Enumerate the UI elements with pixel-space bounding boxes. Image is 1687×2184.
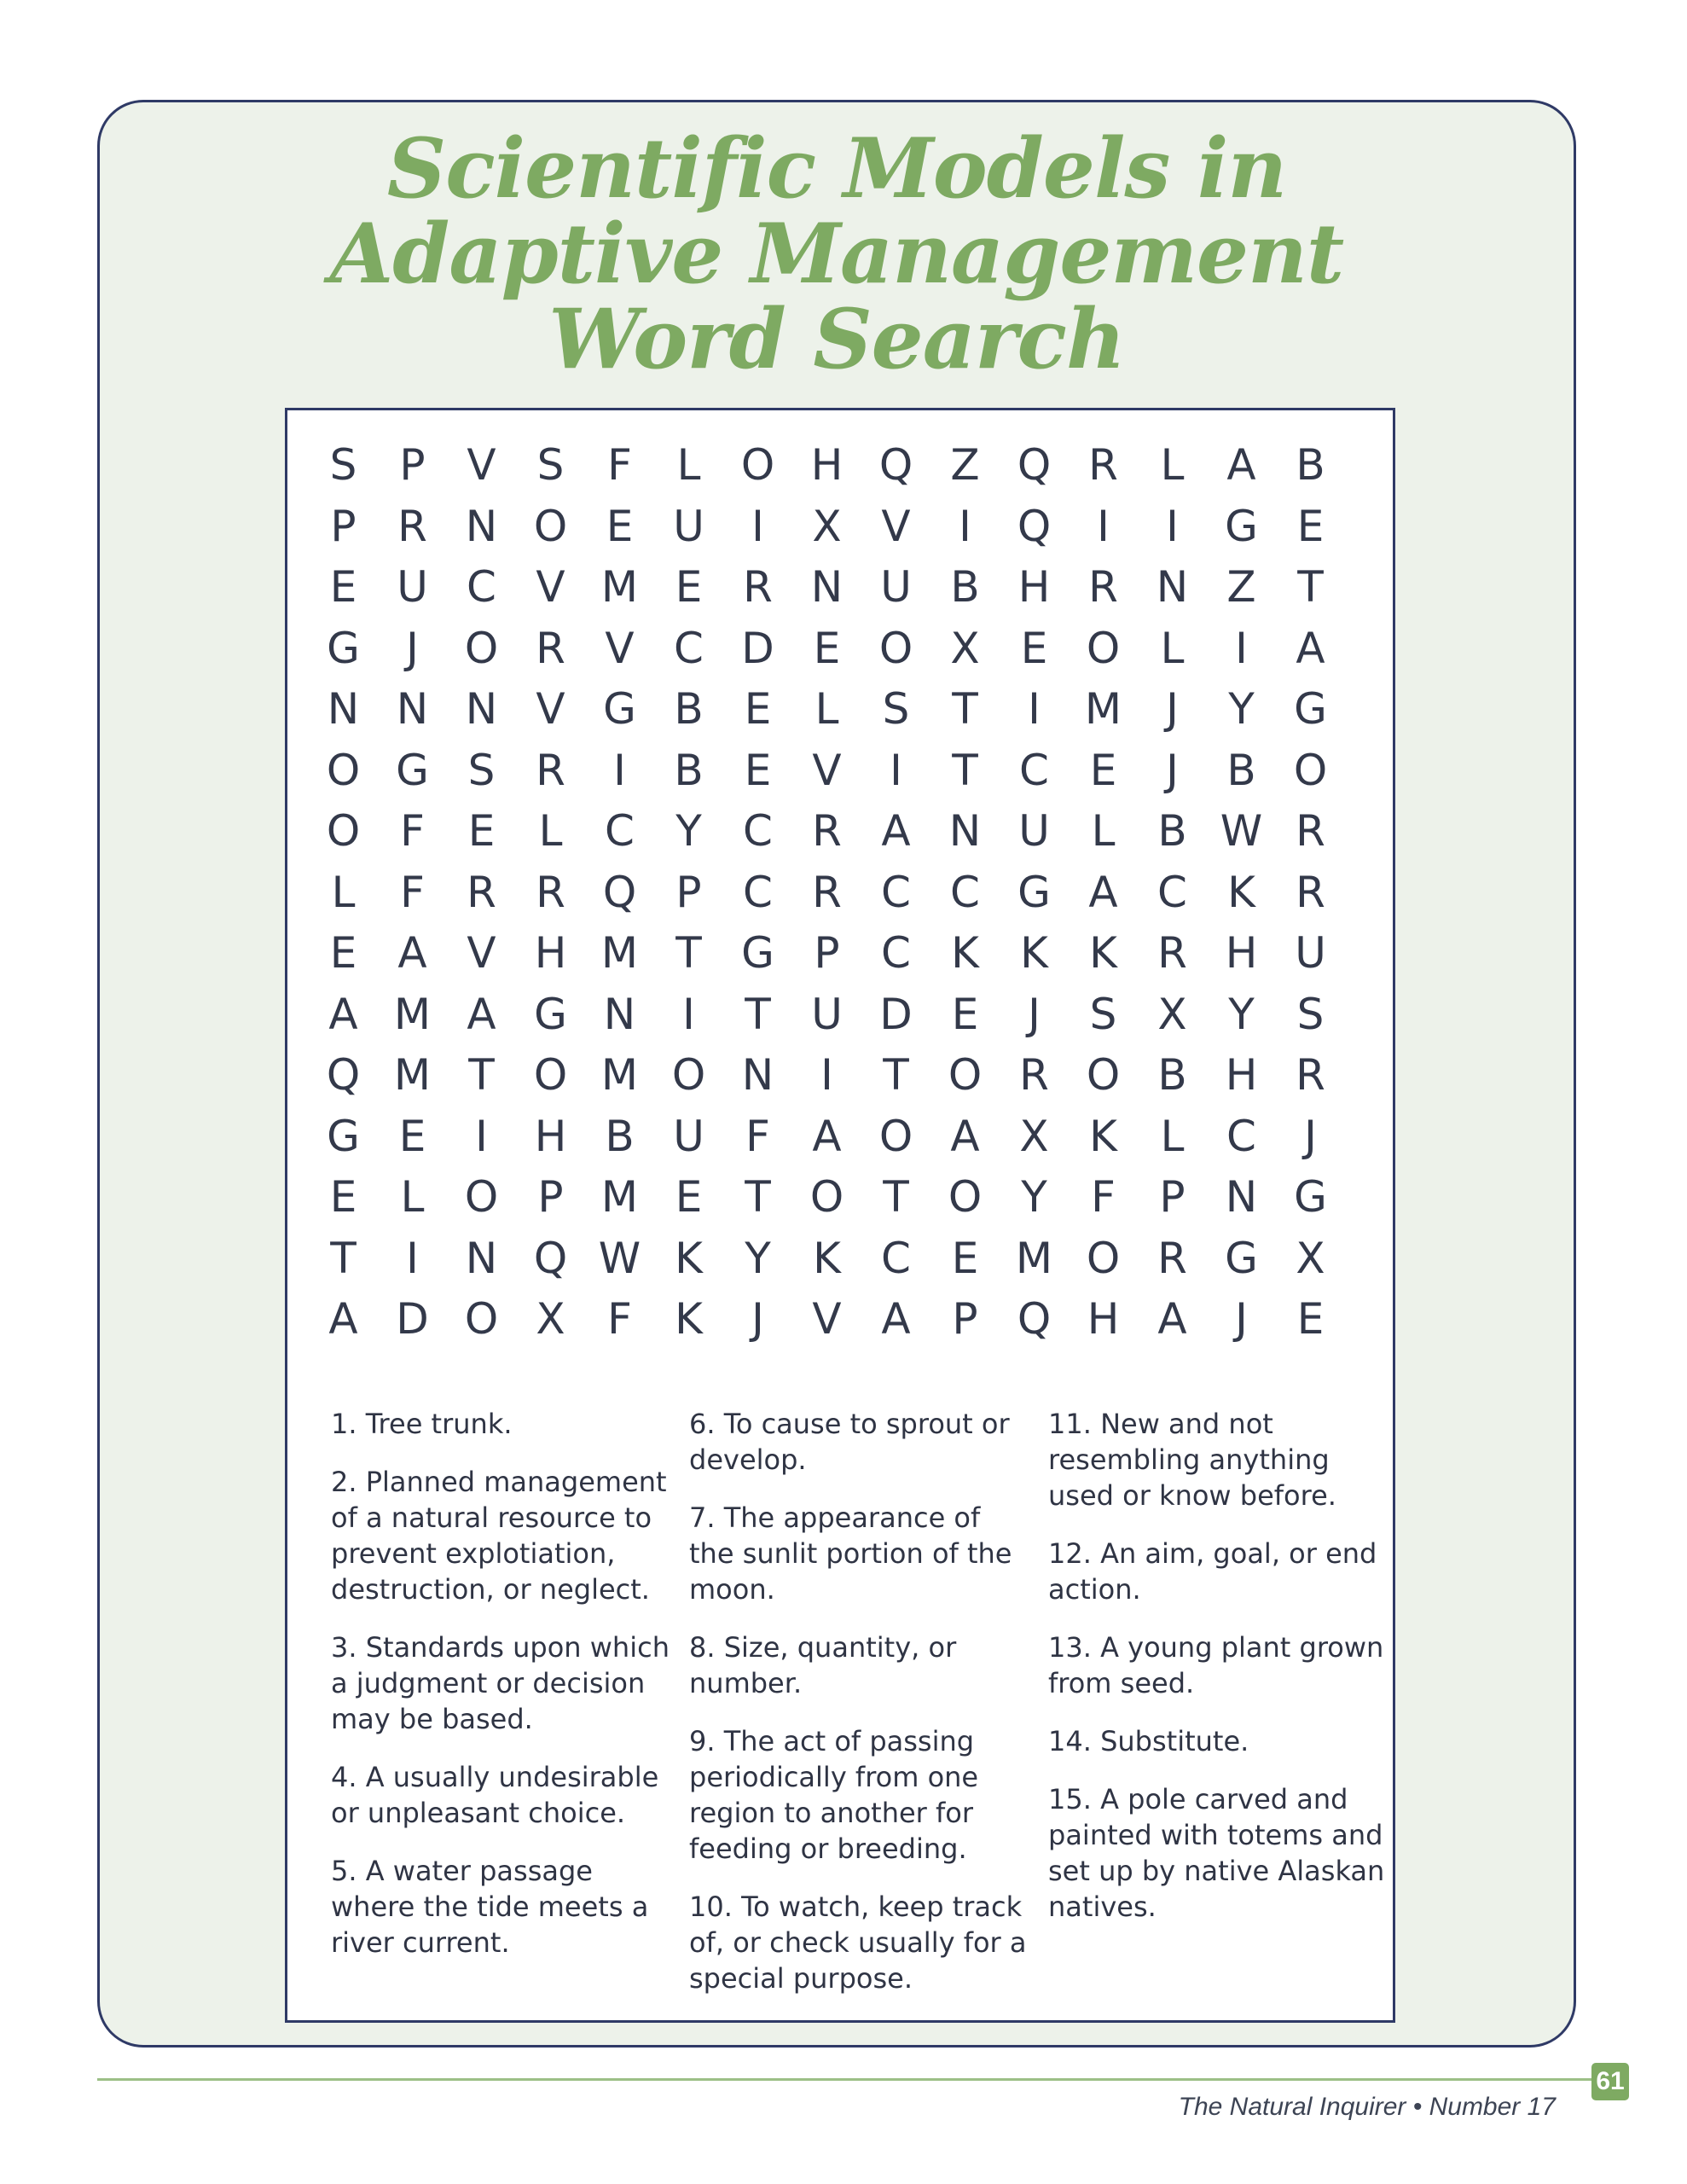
grid-letter: K xyxy=(1227,867,1255,917)
grid-letter: N xyxy=(603,989,636,1039)
grid-letter: C xyxy=(743,806,773,856)
grid-letter: R xyxy=(1296,867,1325,917)
grid-letter: C xyxy=(743,867,773,917)
grid-letter: Z xyxy=(950,440,980,490)
grid-letter: G xyxy=(534,989,567,1039)
grid-letter: M xyxy=(600,562,639,612)
grid-letter: Y xyxy=(1228,684,1255,734)
grid-letter: R xyxy=(812,867,842,917)
grid-letter: Q xyxy=(533,1233,568,1283)
grid-letter: A xyxy=(1088,867,1118,917)
grid-letter: S xyxy=(467,745,496,795)
clue-13: 13. A young plant grown from seed. xyxy=(1048,1631,1384,1699)
grid-letter: M xyxy=(1015,1233,1053,1283)
grid-letter: U xyxy=(880,562,912,612)
grid-letter: M xyxy=(1084,684,1122,734)
footer-publication: The Natural Inquirer • Number 17 xyxy=(1178,2093,1556,2121)
grid-letter: C xyxy=(950,867,980,917)
grid-letter: N xyxy=(1156,562,1189,612)
grid-letter: K xyxy=(675,1233,703,1283)
grid-letter: G xyxy=(603,684,636,734)
grid-letter: B xyxy=(1226,745,1256,795)
page-number-badge: 61 xyxy=(1591,2063,1629,2100)
grid-letter: G xyxy=(327,623,360,673)
grid-letter: A xyxy=(881,806,911,856)
grid-letter: E xyxy=(398,1111,426,1161)
grid-letter: E xyxy=(1296,501,1325,551)
grid-letter: N xyxy=(465,1233,498,1283)
grid-letter: E xyxy=(1020,623,1048,673)
grid-letter: M xyxy=(600,928,639,978)
grid-letter: V xyxy=(467,440,496,490)
grid-letter: G xyxy=(1294,684,1327,734)
grid-letter: P xyxy=(675,867,702,917)
grid-letter: T xyxy=(1297,562,1324,612)
grid-letter: Y xyxy=(675,806,702,856)
clue-column-1 xyxy=(331,1406,672,1983)
grid-letter: K xyxy=(813,1233,841,1283)
grid-letter: E xyxy=(329,562,357,612)
grid-letter: O xyxy=(878,1111,913,1161)
grid-letter: S xyxy=(1296,989,1325,1039)
grid-letter: R xyxy=(743,562,773,612)
grid-letter: T xyxy=(675,928,702,978)
grid-letter: V xyxy=(536,684,565,734)
grid-letter: S xyxy=(329,440,357,490)
grid-letter: O xyxy=(326,745,361,795)
grid-letter: K xyxy=(1089,1111,1117,1161)
grid-letter: N xyxy=(465,501,498,551)
clue-14: 14. Substitute. xyxy=(1048,1725,1249,1757)
clue-1: 1. Tree trunk. xyxy=(331,1408,513,1440)
grid-letter: B xyxy=(950,562,980,612)
grid-letter: S xyxy=(882,684,910,734)
grid-letter: C xyxy=(605,806,635,856)
clue-7: 7. The appearance of the sunlit portion of the moon. xyxy=(689,1502,1012,1606)
grid-letter: N xyxy=(327,684,360,734)
clue-10: 10. To watch, keep track of, or check usually for a special purpose. xyxy=(689,1891,1027,1995)
grid-letter: A xyxy=(328,989,358,1039)
grid-letter: R xyxy=(812,806,842,856)
grid-letter: G xyxy=(1225,501,1258,551)
grid-letter: T xyxy=(952,745,978,795)
grid-letter: H xyxy=(534,928,567,978)
grid-letter: Y xyxy=(745,1233,771,1283)
grid-letter: M xyxy=(393,989,432,1039)
grid-letter: E xyxy=(675,1172,703,1222)
grid-letter: K xyxy=(1020,928,1048,978)
grid-letter: B xyxy=(605,1111,635,1161)
clue-15: 15. A pole carved and painted with totems and set up by native Alaskan natives. xyxy=(1048,1783,1385,1923)
grid-letter: Q xyxy=(1017,440,1052,490)
grid-letter: O xyxy=(1086,1050,1121,1100)
clue-6: 6. To cause to sprout or develop. xyxy=(689,1408,1010,1476)
grid-letter: Q xyxy=(1017,1294,1052,1344)
grid-letter: H xyxy=(1017,562,1051,612)
grid-letter: P xyxy=(814,928,840,978)
grid-letter: B xyxy=(674,684,704,734)
clue-2: 2. Planned management of a natural resource to prevent explotiation, destruction, or neglect. xyxy=(331,1466,667,1606)
grid-letter: I xyxy=(890,745,902,795)
clue-column-3 xyxy=(1048,1406,1389,1947)
grid-letter: O xyxy=(948,1050,983,1100)
clue-5: 5. A water passage where the tide meets a river current. xyxy=(331,1855,649,1959)
grid-letter: Q xyxy=(1017,501,1052,551)
grid-letter: J xyxy=(1304,1111,1317,1161)
grid-letter: I xyxy=(1166,501,1179,551)
grid-letter: E xyxy=(951,1233,979,1283)
grid-letter: N xyxy=(741,1050,774,1100)
grid-letter: A xyxy=(397,928,427,978)
grid-letter: E xyxy=(813,623,841,673)
grid-letter: P xyxy=(952,1294,978,1344)
grid-letter: I xyxy=(1097,501,1110,551)
grid-letter: G xyxy=(1225,1233,1258,1283)
grid-letter: U xyxy=(1295,928,1326,978)
grid-letter: X xyxy=(950,623,980,673)
clue-4: 4. A usually undesirable or unpleasant choice. xyxy=(331,1761,659,1829)
grid-letter: T xyxy=(952,684,978,734)
grid-letter: M xyxy=(600,1050,639,1100)
grid-letter: B xyxy=(1157,1050,1187,1100)
grid-letter: O xyxy=(948,1172,983,1222)
grid-letter: L xyxy=(815,684,839,734)
grid-letter: C xyxy=(1019,745,1049,795)
grid-letter: E xyxy=(329,1172,357,1222)
grid-letter: E xyxy=(606,501,634,551)
grid-letter: E xyxy=(467,806,496,856)
grid-letter: I xyxy=(959,501,971,551)
grid-letter: E xyxy=(951,989,979,1039)
grid-letter: R xyxy=(1019,1050,1049,1100)
grid-letter: O xyxy=(464,623,499,673)
grid-letter: J xyxy=(1235,1294,1248,1344)
grid-letter: O xyxy=(1086,623,1121,673)
page-title xyxy=(97,120,1576,387)
grid-letter: L xyxy=(1160,623,1185,673)
grid-letter: W xyxy=(1220,806,1263,856)
grid-letter: A xyxy=(950,1111,980,1161)
grid-letter: G xyxy=(396,745,429,795)
grid-letter: I xyxy=(820,1050,833,1100)
grid-letter: B xyxy=(1157,806,1187,856)
grid-letter: O xyxy=(1293,745,1328,795)
grid-letter: I xyxy=(613,745,626,795)
grid-letter: S xyxy=(1089,989,1117,1039)
grid-letter: O xyxy=(326,806,361,856)
grid-letter: N xyxy=(948,806,982,856)
grid-letter: P xyxy=(399,440,426,490)
grid-letter: I xyxy=(1028,684,1041,734)
grid-letter: A xyxy=(1157,1294,1187,1344)
grid-letter: A xyxy=(812,1111,842,1161)
title-line-2: Adaptive Management xyxy=(329,206,1344,302)
grid-letter: C xyxy=(467,562,496,612)
grid-letter: R xyxy=(1088,440,1118,490)
grid-letter: G xyxy=(1294,1172,1327,1222)
grid-letter: Z xyxy=(1226,562,1256,612)
grid-letter: I xyxy=(475,1111,488,1161)
grid-letter: C xyxy=(881,1233,911,1283)
grid-letter: K xyxy=(951,928,979,978)
grid-letter: R xyxy=(536,867,565,917)
grid-letter: H xyxy=(810,440,844,490)
grid-letter: E xyxy=(1296,1294,1325,1344)
grid-letter: A xyxy=(328,1294,358,1344)
grid-letter: I xyxy=(1235,623,1248,673)
grid-letter: R xyxy=(1296,806,1325,856)
grid-letter: E xyxy=(744,684,772,734)
grid-letter: U xyxy=(673,1111,704,1161)
grid-letter: P xyxy=(537,1172,564,1222)
grid-letter: F xyxy=(745,1111,770,1161)
grid-letter: C xyxy=(674,623,704,673)
grid-letter: P xyxy=(1159,1172,1186,1222)
grid-letter: A xyxy=(1296,623,1325,673)
grid-letter: E xyxy=(744,745,772,795)
grid-letter: M xyxy=(393,1050,432,1100)
grid-letter: R xyxy=(467,867,496,917)
grid-letter: S xyxy=(536,440,565,490)
grid-letter: X xyxy=(536,1294,565,1344)
grid-letter: R xyxy=(1296,1050,1325,1100)
grid-letter: M xyxy=(600,1172,639,1222)
grid-letter: O xyxy=(464,1294,499,1344)
grid-letter: R xyxy=(536,623,565,673)
grid-letter: A xyxy=(881,1294,911,1344)
grid-letter: V xyxy=(536,562,565,612)
grid-letter: J xyxy=(1166,745,1179,795)
grid-letter: T xyxy=(745,1172,771,1222)
grid-letter: L xyxy=(1160,1111,1185,1161)
grid-letter: D xyxy=(396,1294,429,1344)
grid-letter: X xyxy=(1157,989,1187,1039)
grid-letter: Q xyxy=(878,440,913,490)
grid-letter: C xyxy=(881,867,911,917)
grid-letter: K xyxy=(675,1294,703,1344)
grid-letter: R xyxy=(1157,928,1187,978)
clue-12: 12. An aim, goal, or end action. xyxy=(1048,1537,1377,1606)
grid-letter: T xyxy=(883,1172,909,1222)
clue-column-2 xyxy=(689,1406,1030,2018)
grid-letter: B xyxy=(674,745,704,795)
grid-letter: D xyxy=(741,623,774,673)
grid-letter: L xyxy=(538,806,563,856)
grid-letter: A xyxy=(467,989,496,1039)
clue-9: 9. The act of passing periodically from one region to another for feeding or breeding. xyxy=(689,1725,979,1865)
grid-letter: E xyxy=(329,928,357,978)
grid-letter: B xyxy=(1296,440,1325,490)
grid-letter: C xyxy=(1157,867,1187,917)
grid-letter: O xyxy=(740,440,775,490)
grid-letter: T xyxy=(468,1050,495,1100)
grid-letter: O xyxy=(533,501,568,551)
grid-letter: Y xyxy=(1021,1172,1047,1222)
grid-letter: T xyxy=(883,1050,909,1100)
grid-letter: I xyxy=(682,989,695,1039)
grid-letter: J xyxy=(1166,684,1179,734)
grid-letter: L xyxy=(331,867,356,917)
title-line-3: Word Search xyxy=(548,291,1125,387)
grid-letter: O xyxy=(671,1050,706,1100)
grid-letter: U xyxy=(397,562,428,612)
grid-letter: Q xyxy=(602,867,637,917)
grid-letter: G xyxy=(327,1111,360,1161)
clue-8: 8. Size, quantity, or number. xyxy=(689,1631,957,1699)
grid-letter: X xyxy=(1296,1233,1325,1283)
clue-11: 11. New and not resembling anything used or know before. xyxy=(1048,1408,1336,1512)
grid-letter: U xyxy=(811,989,843,1039)
grid-letter: N xyxy=(465,684,498,734)
grid-letter: Q xyxy=(326,1050,361,1100)
grid-letter: O xyxy=(809,1172,844,1222)
grid-letter: R xyxy=(536,745,565,795)
grid-letter: D xyxy=(879,989,913,1039)
grid-letter: V xyxy=(605,623,635,673)
grid-letter: U xyxy=(673,501,704,551)
grid-letter: F xyxy=(607,440,632,490)
grid-letter: V xyxy=(467,928,496,978)
grid-letter: O xyxy=(533,1050,568,1100)
grid-letter: F xyxy=(1091,1172,1116,1222)
grid-letter: V xyxy=(812,745,842,795)
title-line-1: Scientific Models in xyxy=(386,120,1287,217)
clue-3: 3. Standards upon which a judgment or decision may be based. xyxy=(331,1631,670,1735)
grid-letter: C xyxy=(1226,1111,1256,1161)
grid-letter: I xyxy=(406,1233,419,1283)
grid-letter: K xyxy=(1089,928,1117,978)
grid-letter: J xyxy=(406,623,419,673)
grid-letter: H xyxy=(1087,1294,1120,1344)
grid-letter: L xyxy=(676,440,701,490)
grid-letter: U xyxy=(1018,806,1050,856)
grid-letter: O xyxy=(464,1172,499,1222)
grid-letter: N xyxy=(396,684,429,734)
grid-letter: X xyxy=(1019,1111,1049,1161)
grid-letter: X xyxy=(812,501,842,551)
grid-letter: N xyxy=(810,562,844,612)
grid-letter: E xyxy=(1089,745,1117,795)
grid-letter: W xyxy=(598,1233,641,1283)
grid-letter: P xyxy=(330,501,357,551)
grid-letter: E xyxy=(675,562,703,612)
grid-letter: F xyxy=(400,867,425,917)
grid-letter: I xyxy=(751,501,764,551)
grid-letter: V xyxy=(881,501,911,551)
grid-letter: R xyxy=(397,501,427,551)
grid-letter: A xyxy=(1226,440,1256,490)
grid-letter: V xyxy=(812,1294,842,1344)
grid-letter: H xyxy=(1225,928,1258,978)
grid-letter: T xyxy=(745,989,771,1039)
grid-letter: Y xyxy=(1228,989,1255,1039)
grid-letter: O xyxy=(1086,1233,1121,1283)
grid-letter: G xyxy=(741,928,774,978)
grid-letter: C xyxy=(881,928,911,978)
grid-letter: J xyxy=(751,1294,764,1344)
grid-letter: T xyxy=(330,1233,357,1283)
grid-letter: H xyxy=(1225,1050,1258,1100)
grid-letter: H xyxy=(534,1111,567,1161)
grid-letter: J xyxy=(1028,989,1041,1039)
grid-letter: F xyxy=(400,806,425,856)
grid-letter: L xyxy=(1160,440,1185,490)
grid-letter: L xyxy=(1091,806,1116,856)
grid-letter: O xyxy=(878,623,913,673)
grid-letter: L xyxy=(400,1172,425,1222)
grid-letter: R xyxy=(1088,562,1118,612)
word-search-grid xyxy=(309,435,1345,1350)
grid-letter: R xyxy=(1157,1233,1187,1283)
footer-rule xyxy=(97,2078,1591,2081)
grid-letter: N xyxy=(1225,1172,1258,1222)
grid-letter: F xyxy=(607,1294,632,1344)
grid-letter: G xyxy=(1017,867,1051,917)
